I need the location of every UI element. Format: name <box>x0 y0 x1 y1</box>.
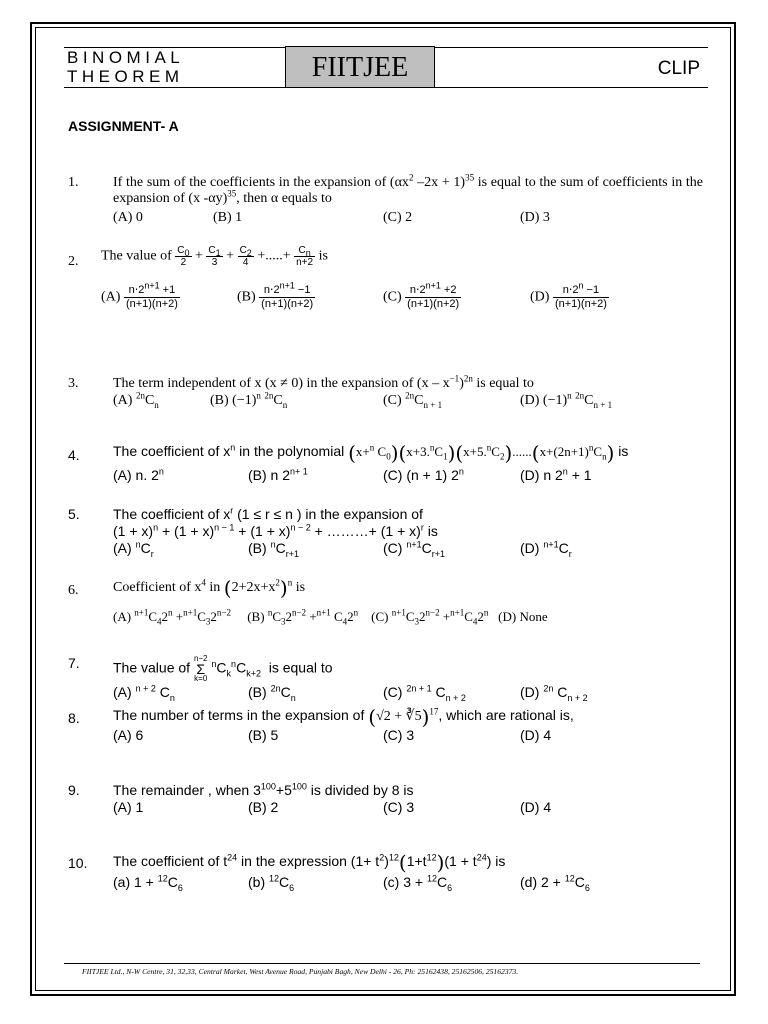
option-b: (B) 5 <box>248 727 279 743</box>
question-number: 6. <box>68 583 79 598</box>
option-d: (D) n $2^n + 1$ <box>520 466 592 483</box>
footer-rule <box>64 963 700 964</box>
option-d: (D) $\frac{n\cdot 2^n -1}{(n+1)(n+2)}$ <box>530 280 607 310</box>
question-number: 8. <box>68 710 80 726</box>
question-stem-line2: $(1 + x)^n + (1 + x)^{n - 1} + (1 + x)^{n - 2}$ + ………+ $(1 + x)^r$ is <box>113 522 438 539</box>
option-b: (B) $\frac{n\cdot 2^{n+1} -1}{(n+1)(n+2)}$ <box>237 280 314 310</box>
option-d: (D) $(-1)^n$ $^{2n}C_{n + 1}$ <box>520 390 613 410</box>
option-c: (C) $^{n+1}C_{r+1}$ <box>383 539 445 559</box>
option-d: (D) $^{2n}$ $C_{n + 2}$ <box>520 683 588 703</box>
option-b: (B) 2 <box>248 799 279 815</box>
option-c: (C) (n + 1) 2$^n$ <box>383 466 464 483</box>
question-stem: The number of terms in the expansion of (√2 + ∛5)$^{17}$, which are rational is, <box>113 704 574 729</box>
option-b: (B) 1 <box>213 210 243 225</box>
section-title: ASSIGNMENT- A <box>68 118 179 134</box>
option-c: (C) 3 <box>383 799 415 815</box>
brand-logo: FIITJEE <box>285 46 435 88</box>
option-b: (B) $(-1)^n$ $^{2n}C_n$ <box>210 390 288 410</box>
option-b: (b) $^{12}C_6$ <box>248 873 295 893</box>
option-a: (A) $^nC_r$ <box>113 539 154 559</box>
option-d: (D) $^{n+1}C_r$ <box>520 539 572 559</box>
question-stem: The coefficient of $x^n$ in the polynomial (x+$^n$ $C_0)(x+3.^nC_1)(x+5.^nC_2)......(x+(2n+1)^nC_n)$ is <box>113 441 629 466</box>
option-a: (A) $\frac{n\cdot 2^{n+1} +1}{(n+1)(n+2)}$ <box>101 280 178 310</box>
option-c: (c) $3 + ^{12}C_6$ <box>383 873 453 893</box>
question-stem: The remainder , when $3^{100}+5^{100}$ is divided by 8 is <box>113 781 414 798</box>
question-stem: Coefficient of $x^4$ in $(2+2x+x^2)^n$ is <box>113 576 306 600</box>
footer-address: FIITJEE Ltd., N-W Centre, 31, 32,33, Central Market, West Avenue Road, Punjabi Bagh, New Delhi - 26, Ph: 25162438, 25162506, 25162373. <box>82 967 519 976</box>
option-d: (D) 3 <box>520 210 550 225</box>
option-b: (B) n $2^{n+ 1}$ <box>248 466 308 483</box>
question-number: 2. <box>68 254 79 269</box>
options-row <box>113 609 548 625</box>
option-c: (C) $\frac{n\cdot 2^{n+1} +2}{(n+1)(n+2)}$ <box>383 280 460 310</box>
option-a: (A) $^{2n}C_n$ <box>113 390 159 410</box>
option-a: (A) n. 2$^n$ <box>113 466 164 483</box>
option-a: (A) 1 <box>113 799 144 815</box>
option-a: (A) $^{n + 2}$ $C_n$ <box>113 683 175 703</box>
option-a: (A) 0 <box>113 210 143 225</box>
option-a: (A) 6 <box>113 727 144 743</box>
question-stem: The coefficient of $t^{24}$ in the expression $(1+ t^2)^{12}(1+t^{12})(1 + t^{24})$ is <box>113 850 506 875</box>
question-number: 3. <box>68 376 79 391</box>
header-bottom-rule <box>64 87 708 88</box>
option-b: (B) $^nC_32^{n-2} +^{n+1}$ $C_42^n$ <box>247 607 359 627</box>
option-d: (d) $2 + ^{12}C_6$ <box>520 873 590 893</box>
option-c: (C) $^{2n + 1}$ $C_{n + 2}$ <box>383 683 466 703</box>
option-c: (C) $^{n+1}C_32^{n-2} +^{n+1}C_42^n$ <box>371 607 489 627</box>
option-d: (D) None <box>498 609 548 624</box>
question-number: 5. <box>68 506 80 522</box>
option-c: (C) 2 <box>383 210 413 225</box>
question-number: 7. <box>68 655 80 671</box>
subject-title-line2: THEOREM <box>67 67 184 86</box>
question-number: 1. <box>68 175 79 190</box>
option-d: (D) 4 <box>520 799 552 815</box>
option-c: (C) 3 <box>383 727 415 743</box>
option-d: (D) 4 <box>520 727 552 743</box>
question-stem: The value of $\frac{C_0}{2}$ + $\frac{C_1}{3}$ + $\frac{C_2}{4}$ +.....+ $\frac{C_n}{n+2}$ is <box>101 245 328 268</box>
question-stem-line1: The coefficient of $x^r$ (1 ≤ r ≤ n ) in the expansion of <box>113 505 423 522</box>
option-b: (B) $^nC_{r+1}$ <box>248 539 299 559</box>
question-stem: If the sum of the coefficients in the expansion of ($\alpha x^2$ –2x + 1)$^{35}$ is equal to the sum of coefficients in the expansion of (x -αy)$^{35}$, then α equals to <box>113 172 704 206</box>
header-tag: CLIP <box>657 58 700 79</box>
subject-title-line1: BINOMIAL <box>67 48 185 67</box>
question-stem: The value of n−2 Σ k=0 $^nC_k^nC_{k+2}$ is equal to <box>113 654 333 683</box>
question-number: 4. <box>68 447 80 463</box>
question-number: 9. <box>68 782 80 798</box>
option-b: (B) $^{2n}C_n$ <box>248 683 296 703</box>
option-a: (A) $^{n+1}C_42^n +^{n+1}C_32^{n-2}$ <box>113 607 231 627</box>
option-c: (C) $^{2n}C_{n + 1}$ <box>383 390 443 410</box>
question-number: 10. <box>68 855 88 871</box>
option-a: (a) $1 + ^{12}C_6$ <box>113 873 183 893</box>
question-stem: The term independent of x (x ≠ 0) in the expansion of $(x - x^{-1})^{2n}$ is equal to <box>113 373 534 391</box>
